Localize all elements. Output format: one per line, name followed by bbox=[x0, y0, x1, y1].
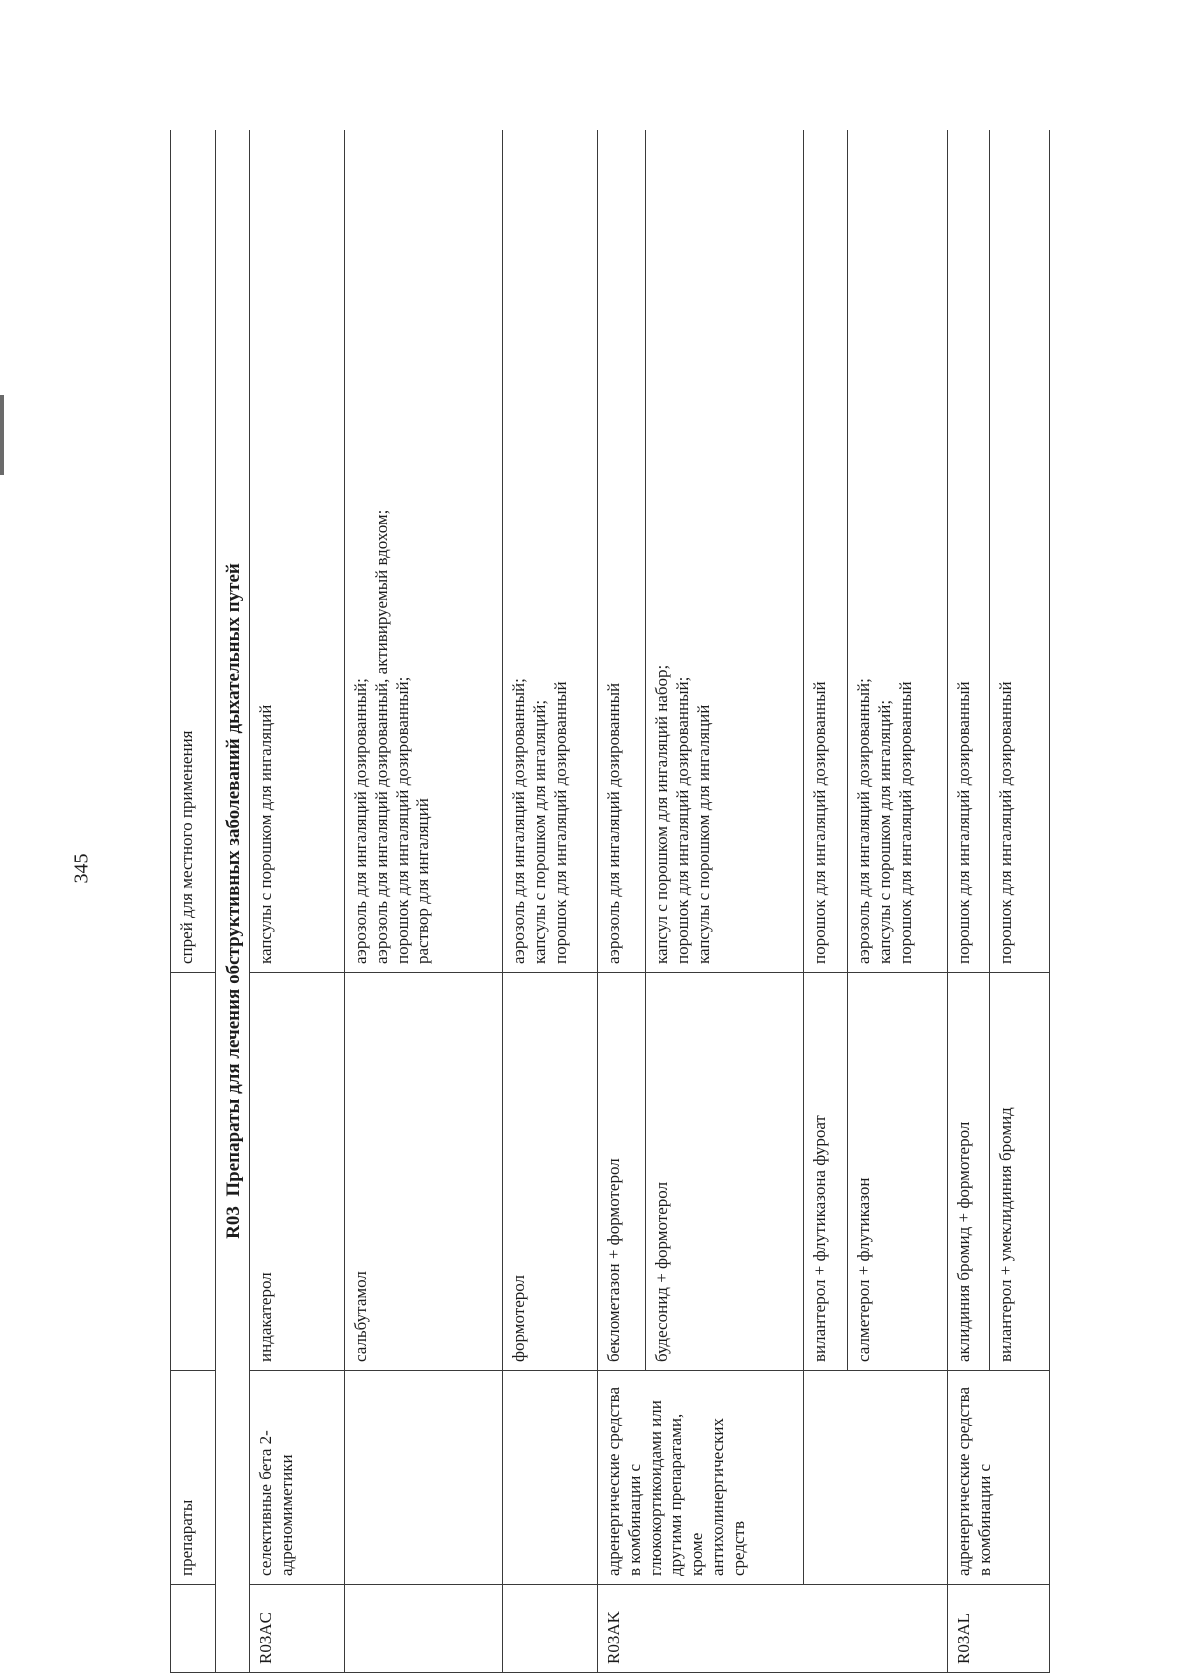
cell-code: R03AK bbox=[598, 1585, 948, 1673]
table-row bbox=[250, 130, 345, 1673]
form-line: аэрозоль для ингаляций дозированный, активируемый вдохом; bbox=[371, 509, 391, 964]
form-line: порошок для ингаляций дозированный; bbox=[392, 676, 412, 964]
cell-code bbox=[503, 1585, 598, 1673]
cell-form bbox=[848, 130, 948, 973]
cell-form bbox=[503, 130, 598, 973]
cell-form bbox=[646, 130, 804, 973]
table-row bbox=[804, 130, 848, 1673]
cell-form bbox=[345, 130, 503, 973]
cell-name: беклометазон + формотерол bbox=[598, 973, 646, 1371]
cell-name: аклидиния бромид + формотерол bbox=[948, 973, 990, 1371]
cell-group: адренергические средства в комбинации с глюкокортикоидами или другими препаратами, кроме антихолинергических средств bbox=[598, 1371, 804, 1585]
cell-group: селективные бета 2-адреномиметики bbox=[250, 1371, 345, 1585]
page-number-container bbox=[62, 838, 102, 898]
section-title: Препараты для лечения обструктивных заболеваний дыхательных путей bbox=[223, 563, 244, 1197]
section-code: R03 bbox=[223, 1206, 244, 1239]
cell-form bbox=[948, 130, 990, 973]
cell-form bbox=[598, 130, 646, 973]
cell-form bbox=[250, 130, 345, 973]
table-row bbox=[598, 130, 646, 1673]
cell-form bbox=[990, 130, 1050, 973]
table-row-continuation bbox=[171, 130, 216, 1673]
form-line: капсулы с порошком для ингаляций bbox=[693, 704, 713, 964]
table-viewport bbox=[170, 130, 1073, 1673]
scan-edge-mark bbox=[0, 395, 4, 475]
cell-form bbox=[804, 130, 848, 973]
page-number: 345 bbox=[70, 853, 93, 883]
form-line: капсулы с порошком для ингаляций; bbox=[874, 699, 894, 964]
form-line: аэрозоль для ингаляций дозированный; bbox=[351, 678, 371, 964]
drug-table bbox=[170, 130, 1050, 1673]
form-line: порошок для ингаляций дозированный bbox=[810, 681, 830, 964]
cell-group: препараты bbox=[171, 1371, 216, 1585]
cell-form: спрей для местного применения bbox=[171, 130, 216, 973]
cell-name: вилантерол + флутиказона фуроат bbox=[804, 973, 848, 1371]
cell-name: формотерол bbox=[503, 973, 598, 1371]
table-row bbox=[948, 130, 990, 1673]
cell-code: R03AL bbox=[948, 1585, 1050, 1673]
cell-name: салметерол + флутиказон bbox=[848, 973, 948, 1371]
form-line: порошок для ингаляций дозированный bbox=[550, 681, 570, 964]
cell-code: R03AC bbox=[250, 1585, 345, 1673]
table-row bbox=[345, 130, 503, 1673]
cell-name bbox=[171, 973, 216, 1371]
cell-group bbox=[804, 1371, 948, 1585]
form-line: аэрозоль для ингаляций дозированный; bbox=[509, 678, 529, 964]
cell-name: вилантерол + умеклидиния бромид bbox=[990, 973, 1050, 1371]
table-row bbox=[503, 130, 598, 1673]
cell-name: индакатерол bbox=[250, 973, 345, 1371]
form-line: раствор для ингаляций bbox=[413, 798, 433, 964]
cell-name: будесонид + формотерол bbox=[646, 973, 804, 1371]
form-line: капсулы с порошком для ингаляций; bbox=[529, 699, 549, 964]
form-line: порошок для ингаляций дозированный bbox=[895, 681, 915, 964]
cell-group bbox=[503, 1371, 598, 1585]
form-line: порошок для ингаляций дозированный bbox=[954, 681, 974, 964]
form-line: капсул с порошком для ингаляций набор; bbox=[652, 664, 672, 964]
cell-name: сальбутамол bbox=[345, 973, 503, 1371]
rotated-table-container bbox=[170, 130, 1073, 1673]
cell-code bbox=[171, 1585, 216, 1673]
form-line: капсулы с порошком для ингаляций bbox=[256, 704, 276, 964]
form-line: порошок для ингаляций дозированный; bbox=[672, 676, 692, 964]
cell-group: адренергические средства в комбинации с bbox=[948, 1371, 1050, 1585]
cell-group bbox=[345, 1371, 503, 1585]
form-line: аэрозоль для ингаляций дозированный bbox=[604, 682, 624, 964]
form-line: порошок для ингаляций дозированный bbox=[996, 681, 1016, 964]
form-line: аэрозоль для ингаляций дозированный; bbox=[854, 678, 874, 964]
section-heading-row bbox=[216, 130, 250, 1673]
section-heading bbox=[216, 130, 250, 1673]
cell-code bbox=[345, 1585, 503, 1673]
